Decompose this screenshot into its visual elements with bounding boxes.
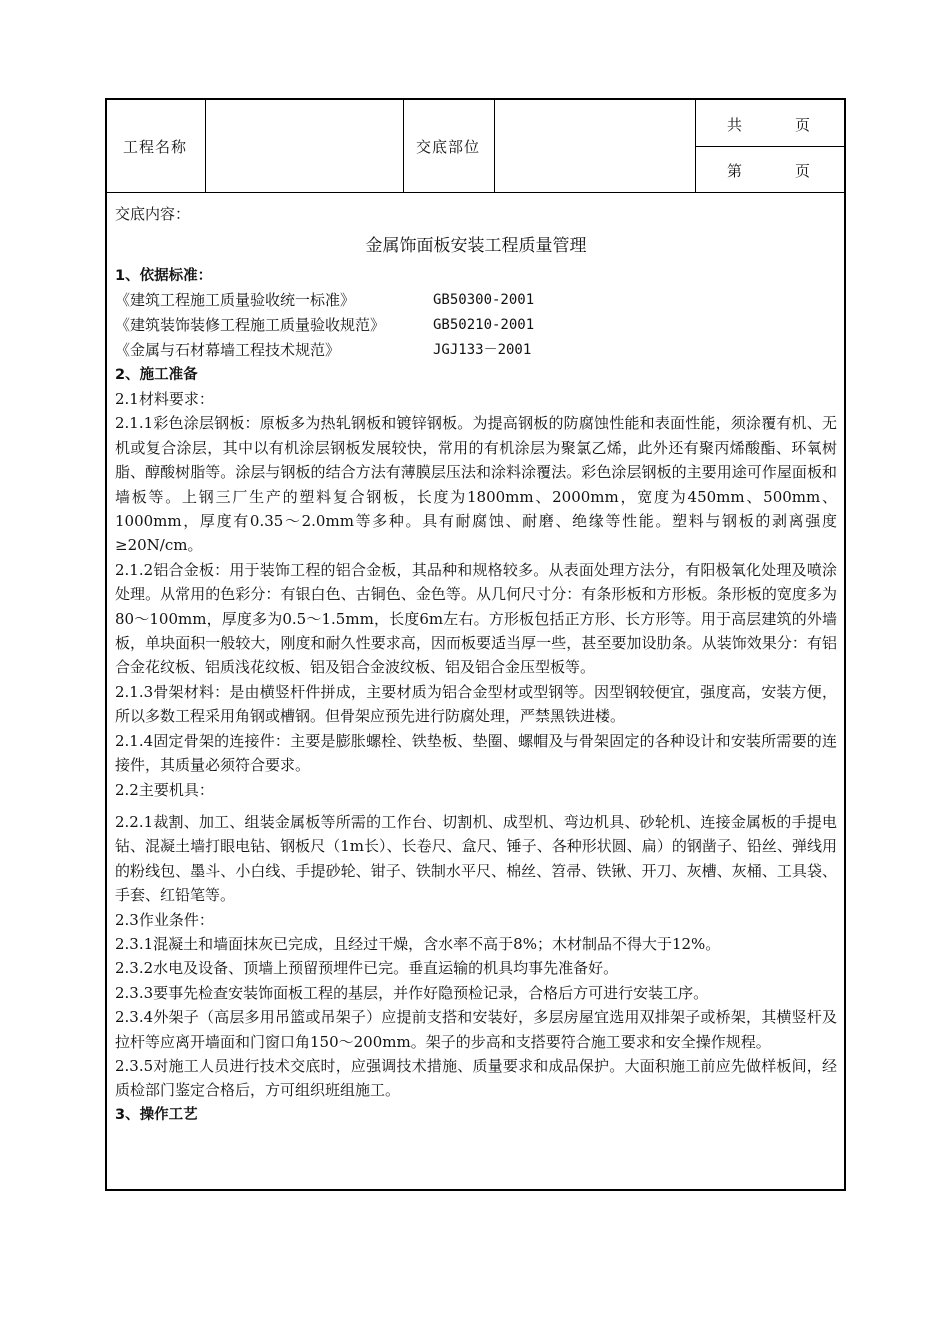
subsection-heading: 2.1材料要求： — [115, 390, 214, 408]
subsection-heading: 2.3作业条件： — [115, 910, 214, 929]
paragraph: 2.1.1彩色涂层钢板：原板多为热轧钢板和镀锌钢板。为提高钢板的防腐蚀性能和表面性能，须涂覆有机、无机或复合涂层，其中以有机涂层钢板发展较快，常用的有机涂层为聚氯乙烯，此外还有聚丙烯酸酯、环氧树脂、醇酸树脂等。涂层与钢板的结合方法有薄膜层压法和涂料涂覆法。彩色涂层钢板的主要用途可作屋面板和墙板等。上钢三厂生产的塑料复合钢板，长度为1800mm、2000mm，宽度为450mm、500mm、1000mm，厚度有0.35～2.0mm等多种。具有耐腐蚀、耐磨、绝缘等性能。塑料与钢板的剥离强度≥20N/cm。 — [115, 414, 837, 555]
form-header — [107, 100, 844, 193]
subsection-heading: 2.2主要机具： — [115, 780, 214, 799]
standard-item — [115, 288, 837, 313]
divider — [205, 100, 206, 192]
paragraph: 2.1.2铝合金板：用于装饰工程的铝合金板，其品种和规格较多。从表面处理方法分，有阳极氧化处理及喷涂处理。从常用的色彩分：有银白色、古铜色、金色等。从几何尺寸分：有条形板和方形板。条形板的宽度多为80～100mm，厚度多为0.5～1.5mm，长度6m左右。方形板包括正方形、长方形等。用于高层建筑的外墙板，单块面积一般较大，刚度和耐久性要求高，因而板要适当厚一些，甚至要加设肋条。从装饰效果分：有铝合金花纹板、铝质浅花纹板、铝及铝合金波纹板、铝及铝合金压型板等。 — [115, 560, 837, 677]
disclosure-form — [105, 98, 846, 1191]
page-number-prefix: 第 — [727, 162, 743, 180]
divider — [403, 100, 404, 192]
total-pages-prefix: 共 — [727, 116, 743, 134]
total-pages-suffix: 页 — [795, 116, 811, 134]
standard-code: GB50210-2001 — [433, 317, 535, 333]
section-heading: 2、施工准备 — [115, 367, 198, 383]
paragraph: 2.3.1混凝土和墙面抹灰已完成，且经过干燥，含水率不高于8%；木材制品不得大于12%。 — [115, 934, 721, 953]
standard-code: JGJ133－2001 — [433, 342, 532, 358]
paragraph: 2.3.3要事先检查安装饰面板工程的基层，并作好隐预检记录，合格后方可进行安装工序。 — [115, 983, 709, 1002]
standard-item — [115, 338, 837, 363]
paragraph: 2.1.4固定骨架的连接件：主要是膨胀螺栓、铁垫板、垫圈、螺帽及与骨架固定的各种设计和安装所需要的连接件，其质量必须符合要求。 — [115, 731, 837, 775]
paragraph: 2.3.4外架子（高层多用吊篮或吊架子）应提前支搭和安装好，多层房屋宜选用双排架子或桥架，其横竖杆及拉杆等应离开墙面和门窗口角150～200mm。架子的步高和支搭要符合施工要求和安全操作规程。 — [115, 1008, 837, 1051]
standard-name: 《建筑装饰装修工程施工质量验收规范》 — [115, 316, 386, 334]
document-title: 金属饰面板安装工程质量管理 — [365, 236, 587, 256]
paragraph: 2.3.5对施工人员进行技术交底时，应强调技术措施、质量要求和成品保护。大面积施工前应先做样板间，经质检部门鉴定合格后，方可组织班组施工。 — [115, 1056, 837, 1100]
project-name-label: 工程名称 — [123, 138, 188, 156]
divider — [494, 100, 495, 192]
section-heading: 1、依据标准： — [115, 268, 213, 284]
content-label: 交底内容： — [115, 205, 191, 223]
location-label: 交底部位 — [416, 138, 481, 156]
standard-item — [115, 313, 837, 338]
disclosure-content — [115, 200, 837, 1127]
paragraph: 2.3.2水电及设备、顶墙上预留预埋件已完。垂直运输的机具均事先准备好。 — [115, 959, 619, 978]
page-number-suffix: 页 — [795, 162, 811, 180]
paragraph: 2.2.1裁割、加工、组装金属板等所需的工作台、切割机、成型机、弯边机具、砂轮机、连接金属板的手提电钻、混凝土墙打眼电钻、钢板尺（1m长）、长卷尺、盒尺、锤子、各种形状圆、扁）的钢凿子、铅丝、弹线用的粉线包、墨斗、小白线、手提砂轮、钳子、铁制水平尺、棉丝、笤帚、铁锹、开刀、灰槽、灰桶、工具袋、手套、红铅笔等。 — [115, 812, 837, 905]
standard-name: 《金属与石材幕墙工程技术规范》 — [115, 341, 341, 359]
divider — [695, 146, 844, 147]
section-heading: 3、操作工艺 — [115, 1106, 198, 1123]
standard-name: 《建筑工程施工质量验收统一标准》 — [115, 291, 356, 309]
standard-code: GB50300-2001 — [433, 292, 535, 308]
paragraph: 2.1.3骨架材料：是由横竖杆件拼成，主要材质为铝合金型材或型钢等。因型钢较便宜，强度高，安装方便，所以多数工程采用角钢或槽钢。但骨架应预先进行防腐处理，严禁黑铁进楼。 — [115, 682, 837, 726]
